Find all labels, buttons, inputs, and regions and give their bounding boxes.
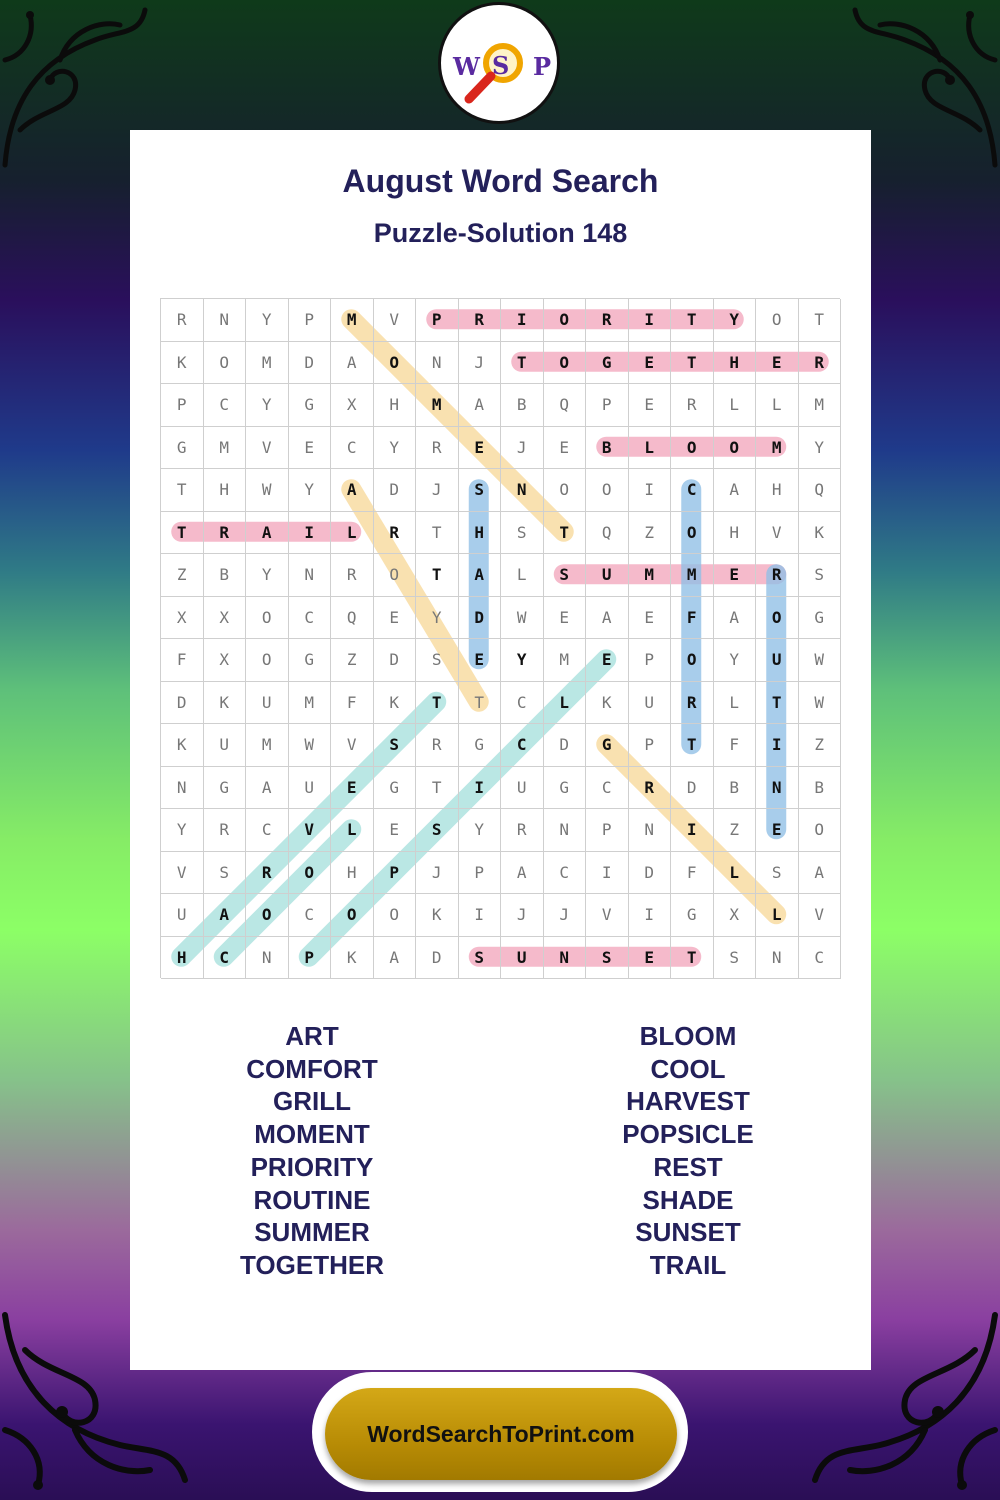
grid-cell: R: [204, 809, 247, 852]
grid-cell: P: [374, 852, 417, 895]
grid-cell: E: [289, 427, 332, 470]
grid-cell: Y: [161, 809, 204, 852]
grid-cell: O: [374, 342, 417, 385]
grid-cell: D: [459, 597, 502, 640]
grid-cell: I: [501, 299, 544, 342]
grid-cell: U: [501, 767, 544, 810]
grid-cell: R: [246, 852, 289, 895]
grid-cell: R: [416, 427, 459, 470]
grid-cell: V: [586, 894, 629, 937]
grid-cell: O: [374, 554, 417, 597]
grid-cell: X: [204, 597, 247, 640]
grid-cell: O: [671, 427, 714, 470]
grid-cell: O: [586, 469, 629, 512]
grid-cell: W: [289, 724, 332, 767]
grid-cell: Y: [799, 427, 842, 470]
grid-cell: A: [246, 767, 289, 810]
word-list-item: GRILL: [273, 1086, 351, 1117]
word-list-item: HARVEST: [626, 1086, 750, 1117]
grid-cell: T: [161, 469, 204, 512]
grid-cell: I: [459, 767, 502, 810]
grid-cell: M: [246, 342, 289, 385]
grid-cell: D: [374, 469, 417, 512]
grid-cell: V: [161, 852, 204, 895]
word-list-item: ART: [285, 1021, 339, 1051]
grid-cell: G: [289, 639, 332, 682]
grid-cell: T: [161, 512, 204, 555]
grid-cell: M: [289, 682, 332, 725]
grid-cell: N: [204, 299, 247, 342]
grid-cell: A: [714, 597, 757, 640]
grid-cell: L: [331, 512, 374, 555]
grid-cell: C: [501, 724, 544, 767]
grid-cell: R: [756, 554, 799, 597]
grid-cell: S: [756, 852, 799, 895]
grid-cell: V: [289, 809, 332, 852]
grid-cell: T: [671, 299, 714, 342]
grid-cell: O: [544, 342, 587, 385]
grid-cell: K: [799, 512, 842, 555]
grid-cell: R: [586, 299, 629, 342]
grid-cell: O: [246, 894, 289, 937]
grid-cell: R: [501, 809, 544, 852]
grid-cell: A: [586, 597, 629, 640]
grid-cell: N: [416, 342, 459, 385]
grid-cell: B: [204, 554, 247, 597]
grid-cell: V: [799, 894, 842, 937]
grid-cell: I: [629, 469, 672, 512]
grid-cell: O: [374, 894, 417, 937]
grid-cell: O: [331, 894, 374, 937]
grid-cell: G: [799, 597, 842, 640]
grid-cell: N: [756, 767, 799, 810]
grid-cell: F: [671, 597, 714, 640]
grid-cell: B: [714, 767, 757, 810]
grid-cell: T: [671, 724, 714, 767]
grid-cell: E: [374, 597, 417, 640]
grid-cell: R: [459, 299, 502, 342]
grid-cell: W: [799, 682, 842, 725]
grid-cell: I: [459, 894, 502, 937]
word-list-right: [538, 1020, 838, 1282]
grid-cell: C: [799, 937, 842, 980]
grid-cell: K: [586, 682, 629, 725]
word-list-item: POPSICLE: [622, 1119, 754, 1150]
grid-cell: G: [374, 767, 417, 810]
grid-cell: A: [714, 469, 757, 512]
grid-cell: P: [586, 809, 629, 852]
grid-cell: Z: [161, 554, 204, 597]
word-list-item: TOGETHER: [240, 1249, 384, 1280]
grid-cell: J: [501, 894, 544, 937]
grid-cell: A: [204, 894, 247, 937]
grid-cell: T: [416, 682, 459, 725]
grid-cell: U: [289, 767, 332, 810]
grid-cell: E: [629, 384, 672, 427]
grid-cell: Y: [501, 639, 544, 682]
grid-cell: Y: [459, 809, 502, 852]
grid-cell: E: [459, 639, 502, 682]
grid-cell: X: [204, 639, 247, 682]
grid-cell: C: [501, 682, 544, 725]
grid-cell: B: [501, 384, 544, 427]
grid-cell: T: [416, 554, 459, 597]
grid-cell: L: [501, 554, 544, 597]
grid-cell: G: [544, 767, 587, 810]
grid-cell: F: [714, 724, 757, 767]
grid-cell: W: [246, 469, 289, 512]
grid-cell: R: [331, 554, 374, 597]
grid-cell: E: [629, 597, 672, 640]
grid-cell: C: [331, 427, 374, 470]
grid-cell: L: [544, 682, 587, 725]
grid-cell: I: [756, 724, 799, 767]
grid-cell: T: [671, 342, 714, 385]
grid-cell: Y: [289, 469, 332, 512]
grid-cell: U: [501, 937, 544, 980]
grid-cell: H: [204, 469, 247, 512]
grid-cell: F: [331, 682, 374, 725]
grid-cell: P: [161, 384, 204, 427]
grid-cell: N: [756, 937, 799, 980]
grid-cell: D: [416, 937, 459, 980]
grid-cell: H: [756, 469, 799, 512]
logo-letter-s: S: [492, 51, 510, 80]
grid-cell: H: [161, 937, 204, 980]
grid-cell: P: [416, 299, 459, 342]
grid-cell: T: [501, 342, 544, 385]
grid-cell: O: [671, 639, 714, 682]
word-list-item: REST: [653, 1151, 723, 1182]
grid-cell: G: [459, 724, 502, 767]
grid-cell: S: [416, 639, 459, 682]
grid-cell: D: [374, 639, 417, 682]
grid-cell: M: [416, 384, 459, 427]
grid-cell: G: [204, 767, 247, 810]
grid-cell: N: [501, 469, 544, 512]
grid-cell: H: [714, 512, 757, 555]
grid-cell: T: [544, 512, 587, 555]
grid-cell: G: [586, 724, 629, 767]
grid-cell: U: [756, 639, 799, 682]
word-list-item: TRAIL: [649, 1249, 727, 1280]
grid-cell: Y: [714, 639, 757, 682]
grid-cell: A: [331, 469, 374, 512]
grid-cell: N: [629, 809, 672, 852]
grid-cell: Y: [374, 427, 417, 470]
grid-cell: D: [161, 682, 204, 725]
grid-cell: I: [586, 852, 629, 895]
grid-cell: O: [246, 639, 289, 682]
grid-cell: R: [161, 299, 204, 342]
grid-cell: O: [799, 809, 842, 852]
grid-cell: Y: [714, 299, 757, 342]
grid-cell: S: [544, 554, 587, 597]
page-subtitle: Puzzle-Solution 148: [373, 218, 628, 248]
logo-letter-w: W: [453, 52, 480, 81]
grid-cell: H: [459, 512, 502, 555]
grid-cell: G: [671, 894, 714, 937]
ornament-top-right: [850, 0, 1000, 170]
grid-cell: N: [544, 809, 587, 852]
grid-cell: O: [756, 299, 799, 342]
grid-cell: A: [501, 852, 544, 895]
grid-cell: Z: [331, 639, 374, 682]
grid-cell: G: [161, 427, 204, 470]
grid-cell: D: [289, 342, 332, 385]
grid-cell: C: [289, 894, 332, 937]
grid-cell: R: [374, 512, 417, 555]
grid-cell: U: [629, 682, 672, 725]
grid-cell: K: [161, 724, 204, 767]
word-list-left: [162, 1020, 462, 1282]
grid-cell: Q: [799, 469, 842, 512]
word-list-item: PRIORITY: [250, 1151, 374, 1182]
grid-cell: I: [629, 894, 672, 937]
grid-cell: N: [246, 937, 289, 980]
grid-cell: P: [289, 299, 332, 342]
grid-cell: L: [714, 852, 757, 895]
grid-cell: O: [714, 427, 757, 470]
grid-cell: R: [671, 384, 714, 427]
grid-cell: C: [246, 809, 289, 852]
grid-cell: L: [756, 894, 799, 937]
grid-cell: S: [374, 724, 417, 767]
grid-cell: Y: [246, 384, 289, 427]
grid-cell: E: [756, 342, 799, 385]
grid-cell: J: [501, 427, 544, 470]
grid-cell: Q: [544, 384, 587, 427]
grid-cell: D: [629, 852, 672, 895]
grid-cell: E: [544, 427, 587, 470]
grid-cell: V: [331, 724, 374, 767]
grid-cell: O: [246, 597, 289, 640]
grid-cell: X: [714, 894, 757, 937]
grid-cell: E: [544, 597, 587, 640]
grid-cell: N: [161, 767, 204, 810]
word-list-item: BLOOM: [639, 1021, 737, 1051]
word-list-item: MOMENT: [254, 1119, 370, 1150]
grid-cell: K: [161, 342, 204, 385]
grid-cell: A: [246, 512, 289, 555]
logo-letter-p: P: [533, 52, 552, 81]
grid-cell: I: [289, 512, 332, 555]
grid-cell: O: [289, 852, 332, 895]
grid-cell: E: [629, 937, 672, 980]
grid-cell: F: [161, 639, 204, 682]
grid-cell: R: [671, 682, 714, 725]
word-search-grid: [160, 298, 840, 978]
grid-cell: H: [714, 342, 757, 385]
word-list-item: COMFORT: [246, 1053, 378, 1084]
letter-grid: [160, 298, 840, 978]
grid-cell: M: [544, 639, 587, 682]
grid-cell: R: [629, 767, 672, 810]
grid-cell: T: [671, 937, 714, 980]
grid-cell: O: [671, 512, 714, 555]
grid-cell: F: [671, 852, 714, 895]
grid-cell: S: [459, 937, 502, 980]
grid-cell: Y: [246, 554, 289, 597]
grid-cell: C: [204, 937, 247, 980]
grid-cell: T: [416, 512, 459, 555]
grid-cell: E: [629, 342, 672, 385]
grid-cell: E: [756, 809, 799, 852]
word-list-item: SUMMER: [254, 1217, 370, 1248]
grid-cell: A: [331, 342, 374, 385]
grid-cell: Y: [246, 299, 289, 342]
grid-cell: L: [331, 809, 374, 852]
grid-cell: W: [501, 597, 544, 640]
grid-cell: P: [629, 724, 672, 767]
grid-cell: G: [586, 342, 629, 385]
grid-cell: S: [586, 937, 629, 980]
grid-cell: P: [629, 639, 672, 682]
grid-cell: U: [246, 682, 289, 725]
grid-cell: S: [459, 469, 502, 512]
grid-cell: P: [586, 384, 629, 427]
grid-cell: O: [756, 597, 799, 640]
grid-cell: X: [161, 597, 204, 640]
grid-cell: H: [331, 852, 374, 895]
grid-cell: O: [204, 342, 247, 385]
grid-cell: S: [714, 937, 757, 980]
grid-cell: L: [629, 427, 672, 470]
grid-cell: P: [459, 852, 502, 895]
grid-cell: T: [799, 299, 842, 342]
grid-cell: T: [459, 682, 502, 725]
grid-cell: R: [799, 342, 842, 385]
grid-cell: E: [331, 767, 374, 810]
grid-cell: R: [416, 724, 459, 767]
grid-cell: J: [544, 894, 587, 937]
grid-cell: M: [629, 554, 672, 597]
grid-cell: U: [204, 724, 247, 767]
word-list-item: SUNSET: [635, 1217, 741, 1248]
grid-cell: K: [416, 894, 459, 937]
grid-cell: V: [246, 427, 289, 470]
word-list-item: COOL: [650, 1053, 726, 1084]
grid-cell: M: [799, 384, 842, 427]
grid-cell: S: [799, 554, 842, 597]
word-list-item: SHADE: [642, 1184, 734, 1215]
grid-cell: M: [246, 724, 289, 767]
grid-cell: E: [586, 639, 629, 682]
grid-cell: C: [671, 469, 714, 512]
grid-cell: J: [416, 852, 459, 895]
grid-cell: Z: [799, 724, 842, 767]
grid-cell: M: [204, 427, 247, 470]
ornament-top-left: [0, 0, 150, 170]
grid-cell: E: [374, 809, 417, 852]
grid-cell: D: [671, 767, 714, 810]
site-logo[interactable]: [438, 2, 560, 124]
grid-cell: K: [374, 682, 417, 725]
grid-cell: N: [544, 937, 587, 980]
grid-cell: C: [204, 384, 247, 427]
page-title: August Word Search: [342, 163, 659, 199]
grid-cell: J: [416, 469, 459, 512]
grid-cell: S: [204, 852, 247, 895]
grid-cell: D: [544, 724, 587, 767]
grid-cell: M: [671, 554, 714, 597]
grid-cell: J: [459, 342, 502, 385]
grid-cell: A: [459, 384, 502, 427]
grid-cell: L: [714, 682, 757, 725]
grid-cell: A: [459, 554, 502, 597]
grid-cell: A: [799, 852, 842, 895]
grid-cell: T: [416, 767, 459, 810]
grid-cell: V: [756, 512, 799, 555]
grid-cell: A: [374, 937, 417, 980]
grid-cell: Q: [586, 512, 629, 555]
grid-cell: Z: [714, 809, 757, 852]
grid-cell: V: [374, 299, 417, 342]
grid-cell: U: [161, 894, 204, 937]
grid-cell: R: [204, 512, 247, 555]
grid-cell: T: [756, 682, 799, 725]
grid-cell: Q: [331, 597, 374, 640]
grid-cell: X: [331, 384, 374, 427]
grid-cell: K: [204, 682, 247, 725]
grid-cell: O: [544, 299, 587, 342]
grid-cell: I: [629, 299, 672, 342]
grid-cell: S: [416, 809, 459, 852]
grid-cell: C: [544, 852, 587, 895]
grid-cell: L: [756, 384, 799, 427]
grid-cell: E: [459, 427, 502, 470]
grid-cell: U: [586, 554, 629, 597]
grid-cell: S: [501, 512, 544, 555]
grid-cell: Z: [629, 512, 672, 555]
grid-cell: I: [671, 809, 714, 852]
grid-cell: N: [289, 554, 332, 597]
grid-cell: E: [714, 554, 757, 597]
grid-cell: B: [799, 767, 842, 810]
footer-site-link[interactable]: WordSearchToPrint.com: [325, 1388, 677, 1480]
grid-cell: W: [799, 639, 842, 682]
grid-cell: B: [586, 427, 629, 470]
grid-cell: M: [756, 427, 799, 470]
grid-cell: H: [374, 384, 417, 427]
grid-cell: C: [586, 767, 629, 810]
grid-cell: L: [714, 384, 757, 427]
grid-cell: Y: [416, 597, 459, 640]
grid-cell: K: [331, 937, 374, 980]
grid-cell: G: [289, 384, 332, 427]
word-list-item: ROUTINE: [253, 1184, 371, 1215]
grid-cell: M: [331, 299, 374, 342]
grid-cell: O: [544, 469, 587, 512]
grid-cell: P: [289, 937, 332, 980]
grid-cell: C: [289, 597, 332, 640]
